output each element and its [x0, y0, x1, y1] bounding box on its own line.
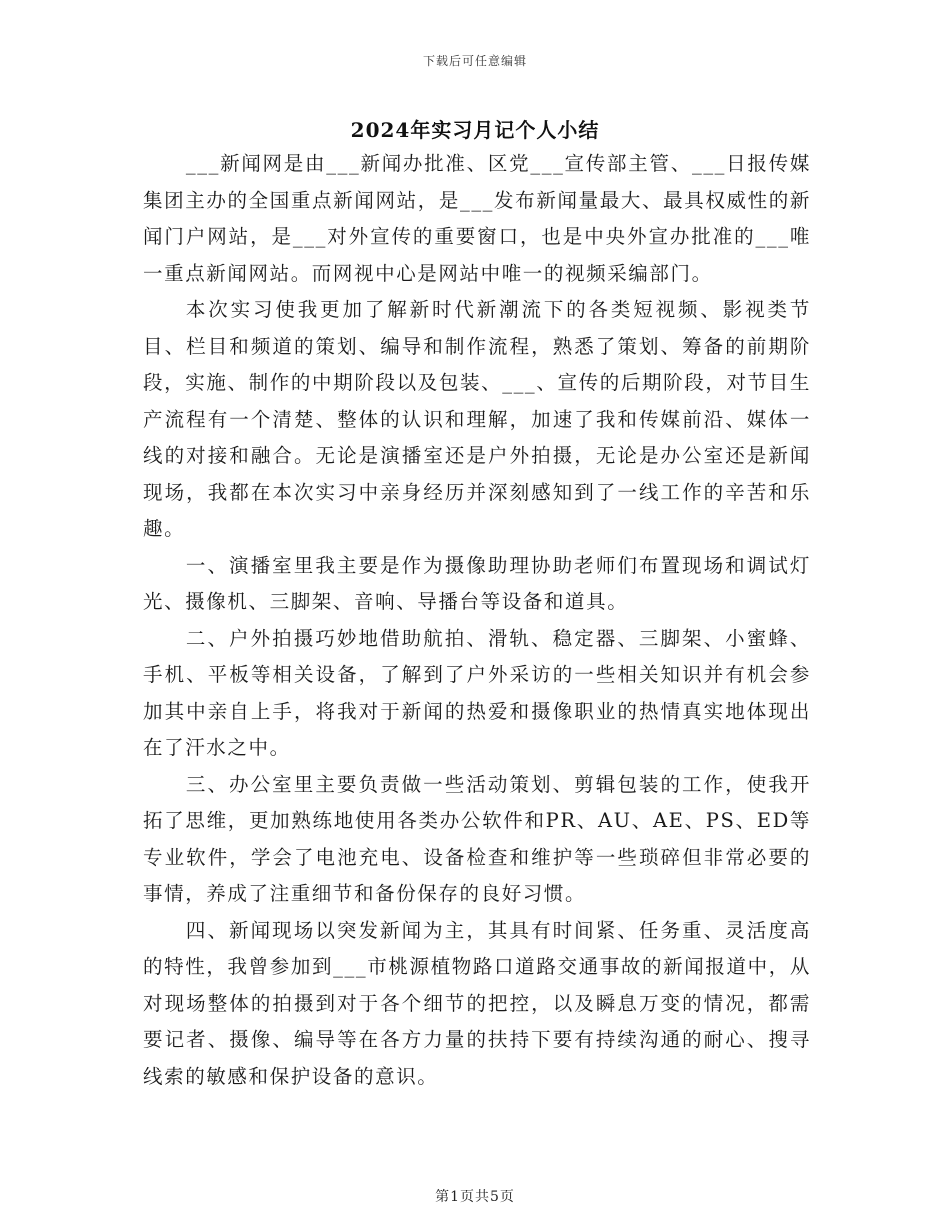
page-number: 第1页共5页 [435, 1189, 515, 1205]
paragraph-office: 三、办公室里主要负责做一些活动策划、剪辑包装的工作，使我开拓了思维，更加熟练地使用各类办公软件和PR、AU、AE、PS、ED等专业软件，学会了电池充电、设备检查和维护等一些琐碎但非常必要的事情，养成了注重细节和备份保存的良好习惯。 [143, 772, 811, 905]
paragraph-summary: 本次实习使我更加了解新时代新潮流下的各类短视频、影视类节目、栏目和频道的策划、编导和制作流程，熟悉了策划、筹备的前期阶段，实施、制作的中期阶段以及包装、___、宣传的后期阶段，对节目生产流程有一个清楚、整体的认识和理解，加速了我和传媒前沿、媒体一线的对接和融合。无论是演播室还是户外拍摄，无论是办公室还是新闻现场，我都在本次实习中亲身经历并深刻感知到了一线工作的辛苦和乐趣。 [143, 298, 811, 540]
document-body [143, 146, 811, 1095]
header-note: 下载后可任意编辑 [422, 54, 527, 68]
paragraph-news-scene: 四、新闻现场以突发新闻为主，其具有时间紧、任务重、灵活度高的特性，我曾参加到___市桃源植物路口道路交通事故的新闻报道中，从对现场整体的拍摄到对于各个细节的把控，以及瞬息万变的情况，都需要记者、摄像、编导等在各方力量的扶持下要有持续沟通的耐心、搜寻线索的敏感和保护设备的意识。 [143, 918, 811, 1088]
document-title: 2024年实习月记个人小结 [350, 118, 600, 142]
paragraph-intro: ___新闻网是由___新闻办批准、区党___宣传部主管、___日报传媒集团主办的全国重点新闻网站，是___发布新闻量最大、最具权威性的新闻门户网站，是___对外宣传的重要窗口，也是中央外宣办批准的___唯一重点新闻网站。而网视中心是网站中唯一的视频采编部门。 [143, 152, 811, 285]
paragraph-outdoor: 二、户外拍摄巧妙地借助航拍、滑轨、稳定器、三脚架、小蜜蜂、手机、平板等相关设备，了解到了户外采访的一些相关知识并有机会参加其中亲自上手，将我对于新闻的热爱和摄像职业的热情真实地体现出在了汗水之中。 [143, 626, 811, 759]
paragraph-studio: 一、演播室里我主要是作为摄像助理协助老师们布置现场和调试灯光、摄像机、三脚架、音响、导播台等设备和道具。 [143, 553, 811, 613]
